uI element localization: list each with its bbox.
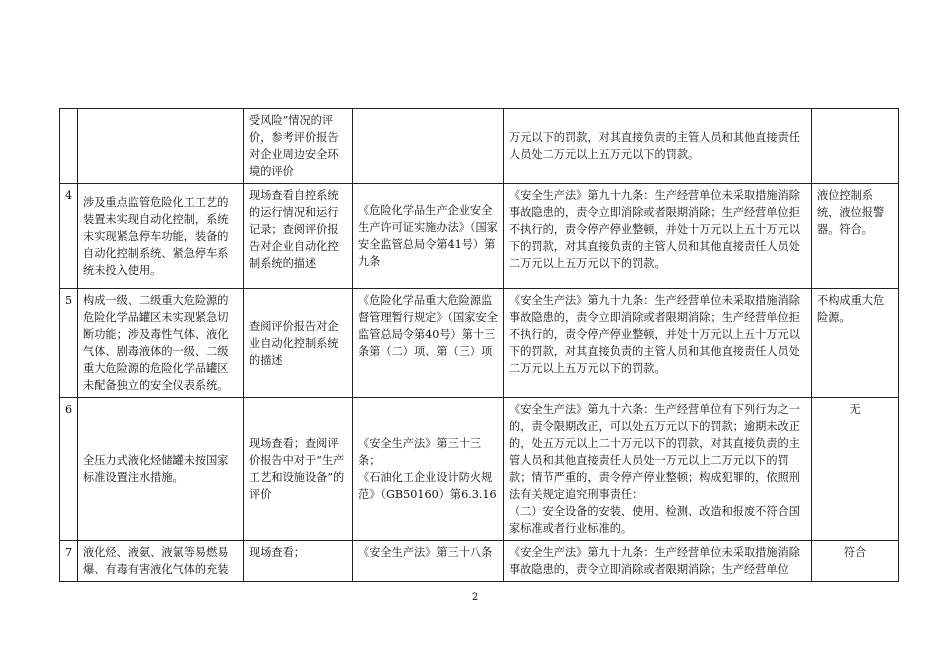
check-result: 无 <box>812 398 899 541</box>
check-result: 符合 <box>812 541 899 582</box>
hazard-item: 液化烃、液氨、液氯等易燃易爆、有毒有害液化气体的充装 <box>78 541 244 582</box>
table-row <box>60 184 899 289</box>
check-result <box>812 109 899 184</box>
check-method: 受风险”情况的评价，参考评价报告对企业周边安全环境的评价 <box>244 109 353 184</box>
hazard-inspection-table <box>59 108 899 582</box>
penalty-clause: 《安全生产法》第九十九条：生产经营单位未采取措施消除事故隐患的，责令立即消除或者限期消除；生产经营单位拒不执行的，责令停产停业整顿，并处十万元以上五十万元以下的罚款，对其直接负责的主管人员和其他直接责任人员处二万元以上五万元以下的罚款。 <box>504 184 812 289</box>
row-number: 7 <box>60 541 78 582</box>
row-number: 6 <box>60 398 78 541</box>
check-result: 不构成重大危险源。 <box>812 289 899 398</box>
hazard-item: 涉及重点监管危险化工工艺的装置未实现自动化控制，系统未实现紧急停车功能，装备的自动化控制系统、紧急停车系统未投入使用。 <box>78 184 244 289</box>
table-row <box>60 398 899 541</box>
hazard-item: 全压力式液化烃储罐未按国家标准设置注水措施。 <box>78 398 244 541</box>
hazard-item: 构成一级、二级重大危险源的危险化学品罐区未实现紧急切断功能；涉及毒性气体、液化气体、剧毒液体的一级、二级重大危险源的危险化学品罐区未配备独立的安全仪表系统。 <box>78 289 244 398</box>
page-number: 2 <box>471 592 479 603</box>
table-row <box>60 109 899 184</box>
check-method: 现场查看；查阅评价报告中对于“生产工艺和设施设备”的评价 <box>244 398 353 541</box>
row-number: 4 <box>60 184 78 289</box>
check-result: 液位控制系统，液位报警器。符合。 <box>812 184 899 289</box>
hazard-item <box>78 109 244 184</box>
legal-basis <box>353 109 504 184</box>
penalty-clause: 万元以下的罚款，对其直接负责的主管人员和其他直接责任人员处二万元以上五万元以下的罚款。 <box>504 109 812 184</box>
row-number <box>60 109 78 184</box>
legal-basis: 《危险化学品重大危险源监督管理暂行规定》（国家安全监管总局令第40号）第十三条第（二）项、第（三）项 <box>353 289 504 398</box>
check-method: 现场查看自控系统的运行情况和运行记录；查阅评价报告对企业自动化控制系统的描述 <box>244 184 353 289</box>
table-row <box>60 541 899 582</box>
check-method: 现场查看； <box>244 541 353 582</box>
penalty-clause: 《安全生产法》第九十九条：生产经营单位未采取措施消除事故隐患的，责令立即消除或者限期消除；生产经营单位拒不执行的，责令停产停业整顿，并处十万元以上五十万元以下的罚款，对其直接负责的主管人员和其他直接责任人员处二万元以上五万元以下的罚款。 <box>504 289 812 398</box>
row-number: 5 <box>60 289 78 398</box>
legal-basis: 《安全生产法》第三十八条 <box>353 541 504 582</box>
table-row <box>60 289 899 398</box>
legal-basis: 《安全生产法》第三十三条； 《石油化工企业设计防火规范》（GB50160）第6.3.16 <box>353 398 504 541</box>
check-method: 查阅评价报告对企业自动化控制系统的描述 <box>244 289 353 398</box>
legal-basis: 《危险化学品生产企业安全生产许可证实施办法》（国家安全监管总局令第41号）第九条 <box>353 184 504 289</box>
penalty-clause: 《安全生产法》第九十九条：生产经营单位未采取措施消除事故隐患的，责令立即消除或者限期消除；生产经营单位 <box>504 541 812 582</box>
penalty-clause: 《安全生产法》第九十六条：生产经营单位有下列行为之一的，责令限期改正，可以处五万元以下的罚款；逾期未改正的，处五万元以上二十万元以下的罚款，对其直接负责的主管人员和其他直接责任人员处一万元以上二万元以下的罚款；情节严重的，责令停产停业整顿；构成犯罪的，依照刑法有关规定追究刑事责任： （二）安全设备的安装、使用、检测、改造和报废不符合国家标准或者行业标准的。 <box>504 398 812 541</box>
